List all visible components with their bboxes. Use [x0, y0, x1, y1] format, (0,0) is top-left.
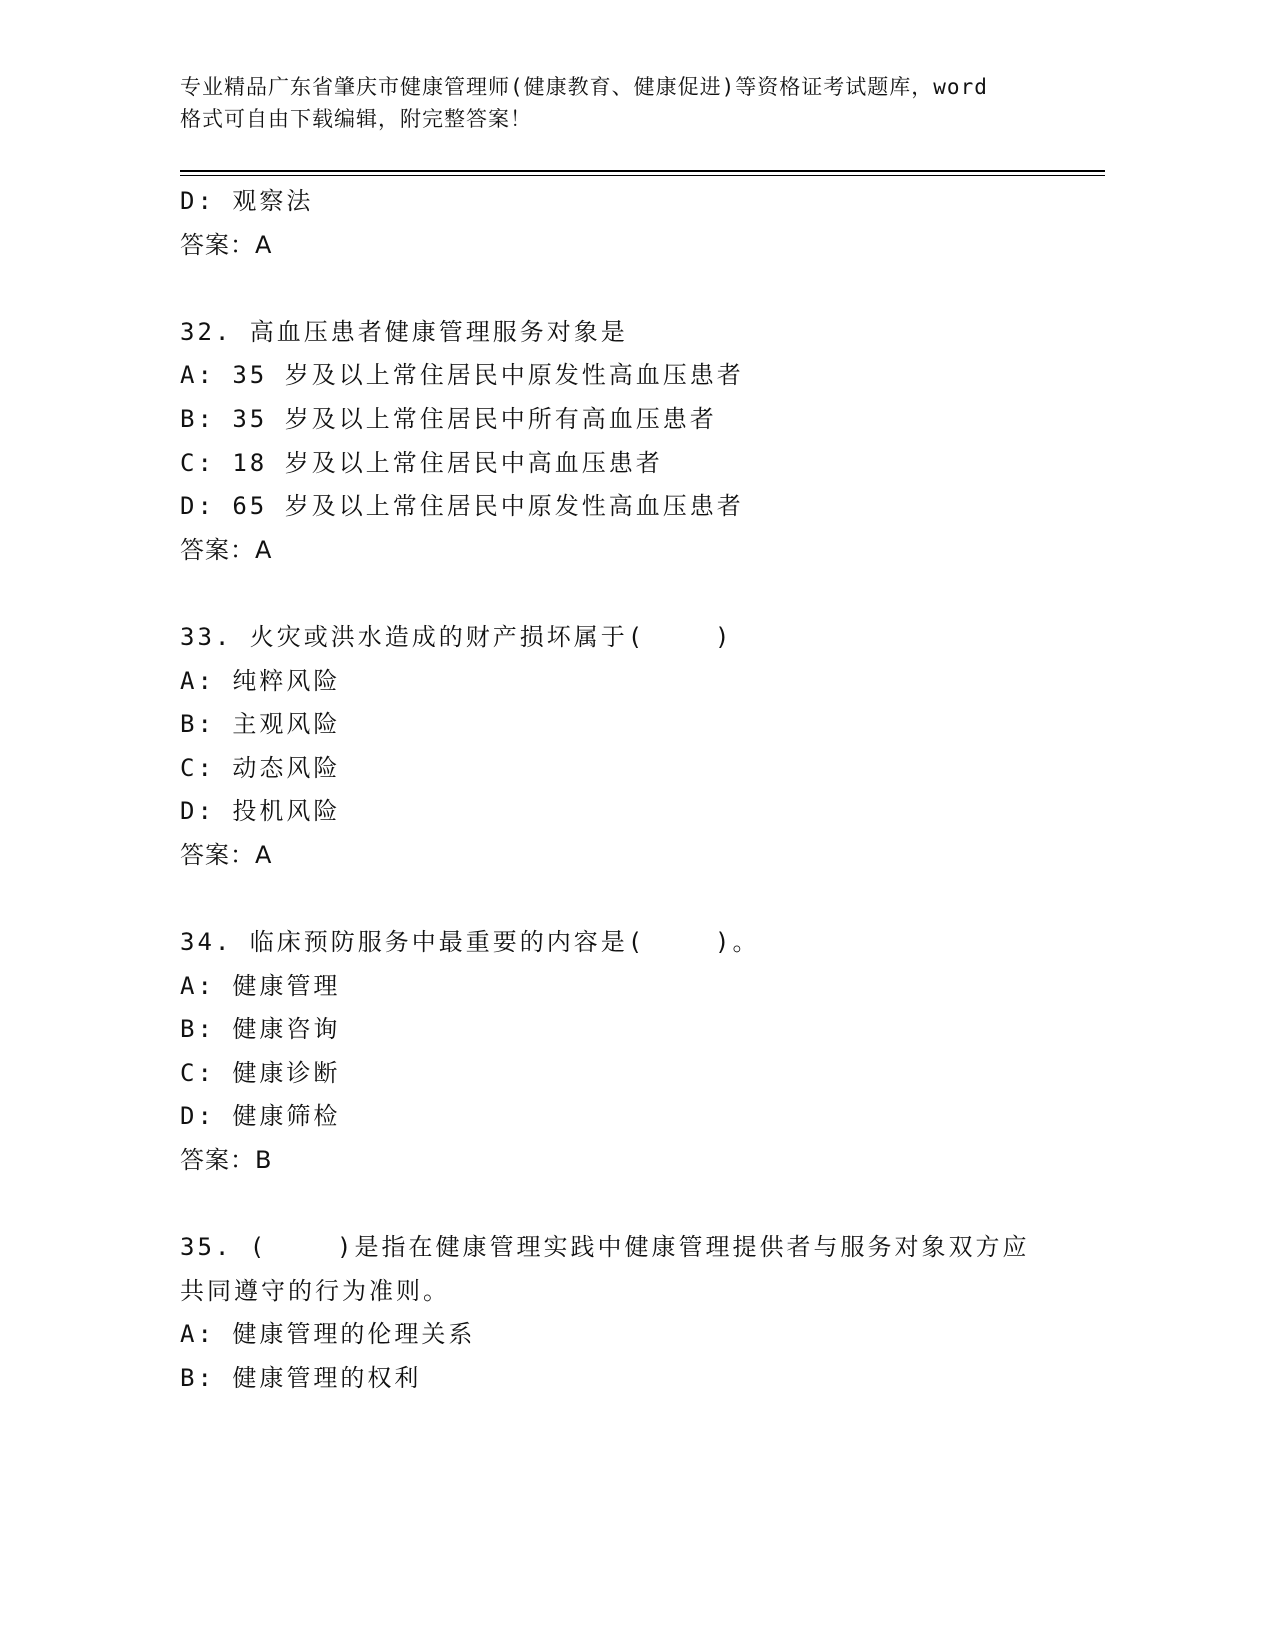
- document-header: [180, 71, 1050, 135]
- question-block: [180, 1226, 1080, 1400]
- question-line: B: 35 岁及以上常住居民中所有高血压患者: [180, 404, 717, 433]
- question-line: B: 健康咨询: [180, 1015, 341, 1044]
- block-gap: [180, 267, 1080, 311]
- question-stem: 35. ( )是指在健康管理实践中健康管理提供者与服务对象双方应: [180, 1233, 1030, 1262]
- question-line: C: 18 岁及以上常住居民中高血压患者: [180, 448, 663, 477]
- question-line: A: 35 岁及以上常住居民中原发性高血压患者: [180, 361, 744, 390]
- question-stem: 34. 临床预防服务中最重要的内容是( )。: [180, 928, 760, 957]
- question-line: A: 纯粹风险: [180, 666, 341, 695]
- question-block: [180, 311, 1080, 573]
- header-rule: [180, 170, 1105, 172]
- header-line-1: 专业精品广东省肇庆市健康管理师(健康教育、健康促进)等资格证考试题库，word: [180, 75, 988, 99]
- question-line: C: 动态风险: [180, 753, 341, 782]
- answer-line: 答案：B: [180, 1146, 273, 1175]
- question-line: D: 投机风险: [180, 797, 341, 826]
- question-list: [180, 180, 1080, 1401]
- question-line: C: 健康诊断: [180, 1058, 341, 1087]
- question-line: A: 健康管理的伦理关系: [180, 1320, 476, 1349]
- question-block: [180, 180, 1080, 267]
- question-line: D: 观察法: [180, 187, 314, 215]
- question-line: B: 主观风险: [180, 710, 341, 739]
- block-gap: [180, 572, 1080, 616]
- question-line: D: 健康筛检: [180, 1102, 341, 1131]
- question-line: D: 65 岁及以上常住居民中原发性高血压患者: [180, 492, 744, 521]
- question-line: 共同遵守的行为准则。: [180, 1276, 450, 1305]
- header-line-2: 格式可自由下载编辑，附完整答案！: [180, 107, 532, 131]
- question-stem: 32. 高血压患者健康管理服务对象是: [180, 317, 628, 346]
- question-stem: 33. 火灾或洪水造成的财产损坏属于( ): [180, 622, 733, 651]
- answer-line: 答案：A: [180, 840, 273, 869]
- block-gap: [180, 878, 1080, 922]
- answer-line: 答案：A: [180, 230, 273, 259]
- header-rule-thin: [180, 175, 1105, 176]
- block-gap: [180, 1183, 1080, 1227]
- question-block: [180, 921, 1080, 1183]
- question-block: [180, 616, 1080, 878]
- question-line: A: 健康管理: [180, 971, 341, 1000]
- question-line: B: 健康管理的权利: [180, 1364, 422, 1393]
- answer-line: 答案：A: [180, 535, 273, 564]
